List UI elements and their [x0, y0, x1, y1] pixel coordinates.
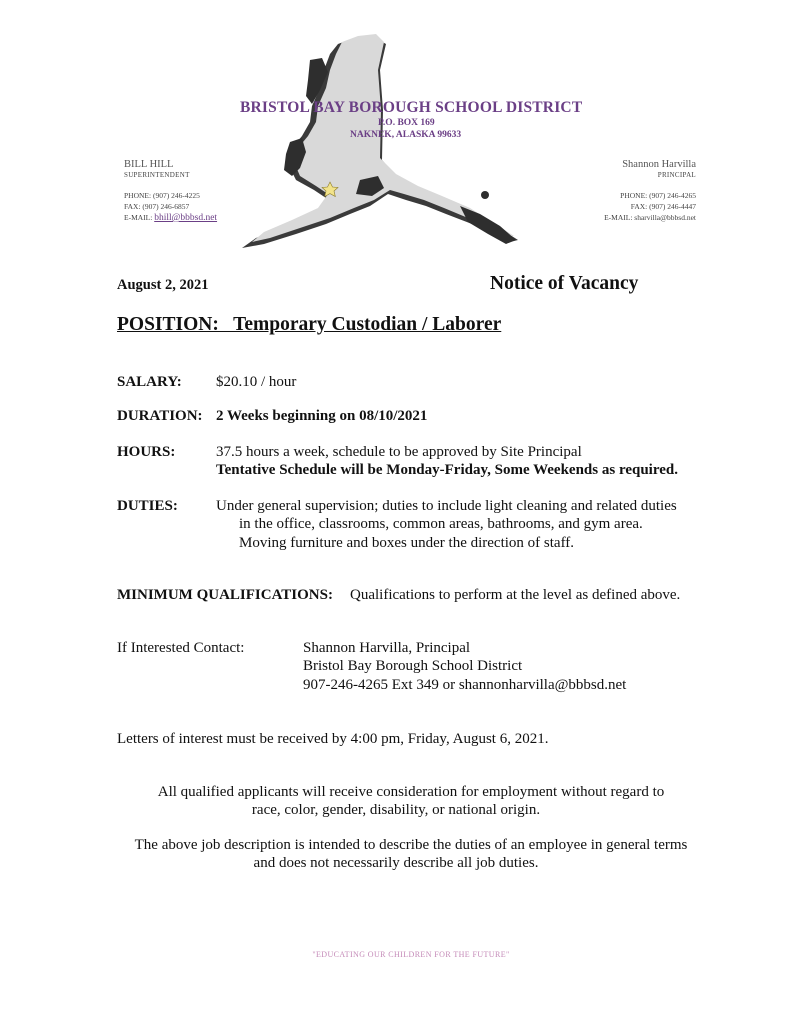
- contact-line-2: Bristol Bay Borough School District: [303, 658, 523, 674]
- principal-name: Shannon Harvilla: [622, 159, 696, 170]
- contact-line-1: Shannon Harvilla, Principal: [303, 640, 471, 656]
- principal-contact-block: [604, 159, 696, 223]
- principal-title: PRINCIPAL: [657, 171, 696, 179]
- superintendent-name: BILL HILL: [124, 159, 174, 170]
- duration-value: 2 Weeks beginning on 08/10/2021: [216, 408, 428, 424]
- salary-label: SALARY:: [117, 374, 182, 390]
- duties-line-2: in the office, classrooms, common areas, bathrooms, and gym area.: [239, 516, 643, 532]
- min-qualifications-label: MINIMUM QUALIFICATIONS:: [117, 587, 333, 603]
- duties-line-3: Moving furniture and boxes under the direction of staff.: [239, 535, 575, 551]
- footer-motto: "EDUCATING OUR CHILDREN FOR THE FUTURE": [312, 950, 510, 959]
- contact-label: If Interested Contact:: [117, 640, 245, 656]
- duration-label: DURATION:: [117, 408, 203, 424]
- principal-email-label: E-MAIL:: [604, 213, 633, 222]
- notice-date: August 2, 2021: [117, 277, 209, 293]
- superintendent-title: SUPERINTENDENT: [124, 171, 190, 179]
- principal-fax: FAX: (907) 246-4447: [630, 202, 696, 211]
- superintendent-phone: PHONE: (907) 246-4225: [124, 191, 200, 200]
- notice-heading: Notice of Vacancy: [490, 273, 639, 294]
- hours-line-1: 37.5 hours a week, schedule to be approved by Site Principal: [216, 444, 582, 460]
- principal-email[interactable]: sharvilla@bbbsd.net: [634, 213, 696, 222]
- superintendent-email-link[interactable]: bhill@bbbsd.net: [154, 213, 218, 223]
- hours-line-2: Tentative Schedule will be Monday-Friday, Some Weekends as required.: [216, 462, 678, 478]
- position-title: POSITION: Temporary Custodian / Laborer: [117, 314, 502, 335]
- district-city: NAKNEK, ALASKA 99633: [350, 130, 462, 140]
- contact-line-3: 907-246-4265 Ext 349 or shannonharvilla@bbbsd.net: [303, 677, 627, 693]
- min-qualifications-value: Qualifications to perform at the level as defined above.: [350, 587, 681, 603]
- district-name: BRISTOL BAY BOROUGH SCHOOL DISTRICT: [240, 99, 583, 116]
- salary-value: $20.10 / hour: [216, 374, 297, 390]
- superintendent-email-label: E-MAIL:: [124, 213, 153, 222]
- disclaimer-line-1: The above job description is intended to describe the duties of an employee in general terms: [134, 837, 688, 853]
- superintendent-contact-block: [124, 159, 217, 224]
- equal-opportunity-line-2: race, color, gender, disability, or national origin.: [251, 802, 541, 818]
- hours-label: HOURS:: [117, 444, 176, 460]
- duties-line-1: Under general supervision; duties to include light cleaning and related duties: [216, 498, 677, 514]
- superintendent-fax: FAX: (907) 246-6857: [124, 202, 190, 211]
- duties-label: DUTIES:: [117, 498, 178, 514]
- district-po-box: P.O. BOX 169: [378, 118, 435, 128]
- principal-phone: PHONE: (907) 246-4265: [620, 191, 696, 200]
- alaska-map-logo: [230, 30, 530, 250]
- disclaimer-line-2: and does not necessarily describe all job duties.: [253, 855, 539, 871]
- equal-opportunity-line-1: All qualified applicants will receive consideration for employment without regard to: [157, 784, 665, 800]
- application-deadline: Letters of interest must be received by 4:00 pm, Friday, August 6, 2021.: [117, 731, 549, 747]
